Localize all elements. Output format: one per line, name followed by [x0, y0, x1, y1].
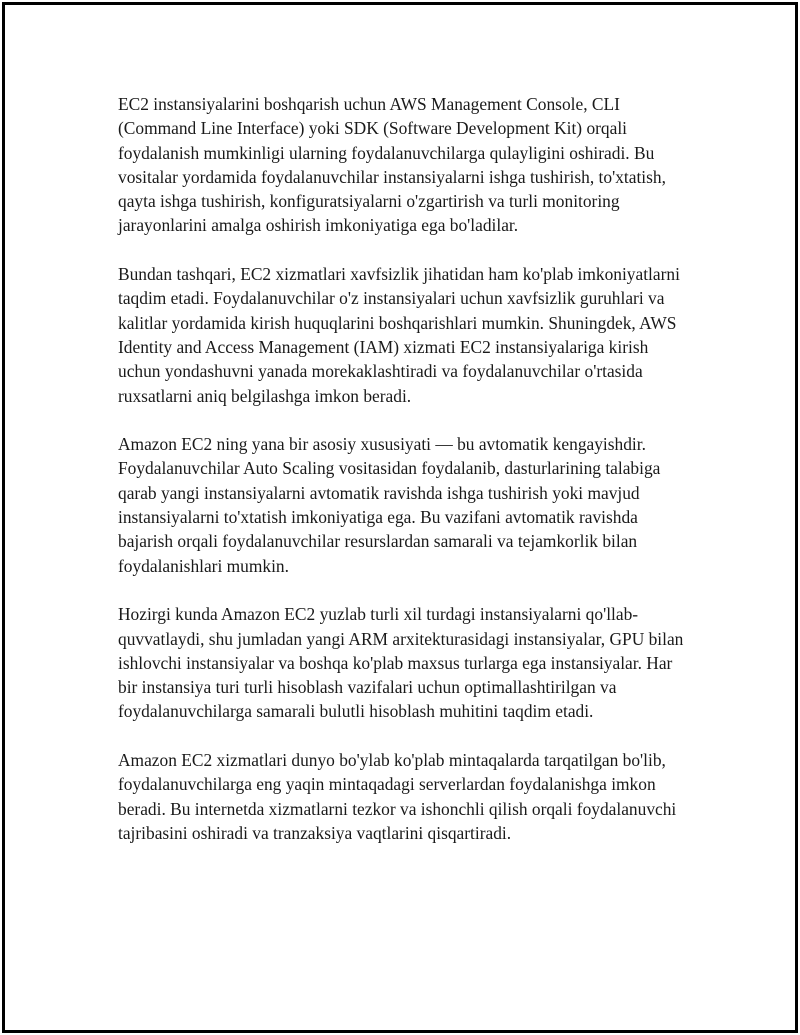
paragraph-instance-types: Hozirgi kunda Amazon EC2 yuzlab turli xil turdagi instansiyalarni qo'llab-quvvatlaydi, shu jumladan yangi ARM arxitekturasidagi instansiyalar, GPU bilan ishlovchi instansiyalar va boshqa ko'plab maxsus turlarga ega instansiyalar. Har bir instansiya turi turli hisoblash vazifalari uchun optimallashtirilgan va foydalanuvchilarga samarali bulutli hisoblash muhitini taqdim etadi. [118, 604, 684, 722]
paragraph-management-tools: EC2 instansiyalarini boshqarish uchun AWS Management Console, CLI (Command Line Interface) yoki SDK (Software Development Kit) orqali foydalanish mumkinligi ularning foydalanuvchilarga qulayligini oshiradi. Bu vositalar yordamida foydalanuvchilar instansiyalarni ishga tushirish, to'xtatish, qayta ishga tushirish, konfiguratsiyalarni o'zgartirish va turli monitoring jarayonlarini amalga oshirish imkoniyatiga ega bo'ladilar. [118, 94, 666, 236]
paragraph-security: Bundan tashqari, EC2 xizmatlari xavfsizlik jihatidan ham ko'plab imkoniyatlarni taqdim etadi. Foydalanuvchilar o'z instansiyalari uchun xavfsizlik guruhlari va kalitlar yordamida kirish huquqlarini boshqarishlari mumkin. Shuningdek, AWS Identity and Access Management (IAM) xizmati EC2 instansiyalariga kirish uchun yondashuvni yanada morekaklashtiradi va foydalanuvchilar o'rtasida ruxsatlarni aniq belgilashga imkon beradi. [118, 264, 680, 406]
paragraph-regions: Amazon EC2 xizmatlari dunyo bo'ylab ko'plab mintaqalarda tarqatilgan bo'lib, foydalanuvchilarga eng yaqin mintaqadagi serverlardan foydalanishga imkon beradi. Bu internetda xizmatlarni tezkor va ishonchli qilish orqali foydalanuvchi tajribasini oshiradi va tranzaksiya vaqtlarini qisqartiradi. [118, 750, 677, 843]
paragraph-auto-scaling: Amazon EC2 ning yana bir asosiy xususiyati — bu avtomatik kengayishdir. Foydalanuvchilar Auto Scaling vositasidan foydalanib, dasturlarining talabiga qarab yangi instansiyalarni avtomatik ravishda ishga tushirish yoki mavjud instansiyalarni to'xtatish imkoniyatiga ega. Bu vazifani avtomatik ravishda bajarish orqali foydalanuvchilar resurslardan samarali va tejamkorlik bilan foydalanishlari mumkin. [118, 434, 661, 576]
document-body [118, 92, 693, 845]
